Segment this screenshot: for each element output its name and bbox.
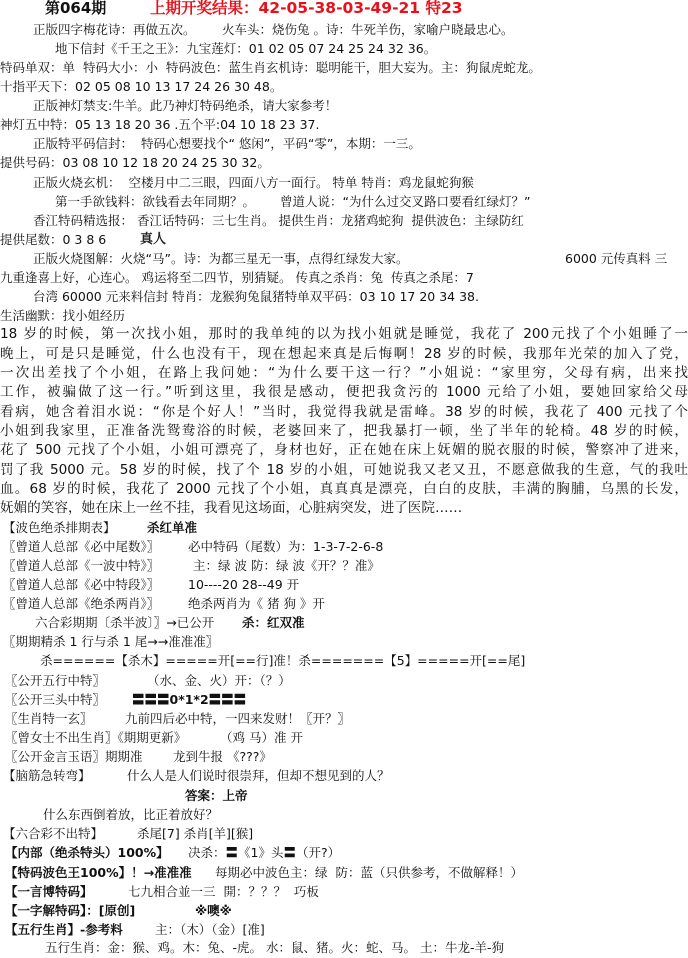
story-line: 小姐到我家里，正准备洗鸳鸯浴的时候，老婆回来了，把我暴打一顿，坐了半年的轮椅。48 岁的时候， — [0, 423, 688, 439]
story-line: 血。68 岁的时候，我花了 2000 元找了个小姐，真真真是漂亮，白白的皮肤，丰满的胸脯，乌黑的长发， — [0, 481, 688, 497]
internal-label: 【内部（绝杀特头）100%】 — [5, 845, 169, 860]
story-line: 花了 500 元找了个小姐，小姐可漂亮了，身材也好，正在她在床上妩媚的脱衣服的时候，警察冲了进来， — [0, 442, 688, 458]
wave-king-label: 【特码波色王100%】！→准准准 — [5, 865, 192, 880]
kill-row-value: 杀======【杀木】=====开[==行]准！杀=======【5】=====开[==尾] — [40, 653, 526, 668]
humor-title: 生活幽默：找小姐经历 — [0, 308, 126, 323]
range-label: 〖曾道人总部《必中特段》〗 — [3, 577, 160, 592]
provided-numbers: 提供号码：03 08 10 12 18 20 24 25 30 32。 — [0, 155, 270, 170]
three-heads-value: 〓〓〓0*1*2〓〓〓 — [132, 692, 247, 707]
wave-king-value: 每期必中波色主：绿 防：蓝（只供参考，不做解释！） — [215, 865, 523, 880]
golden-words-value: 龙到牛报 《???》 — [173, 749, 272, 764]
story-line: 18 岁的时候，第一次找小姐，那时的我单纯的以为找小姐就是睡觉，我花了 200元找了个小姐睡了一 — [0, 326, 688, 342]
ten-fingers-numbers: 十指平天下：02 05 08 10 13 17 24 26 30 48。 — [0, 79, 283, 94]
riddle-label: 【脑筋急转弯】 — [3, 768, 91, 783]
kill-two-value: 绝杀两肖为《 猪 狗 》开 — [188, 596, 325, 611]
lamp-five-numbers: 神灯五中特：05 13 18 20 36 .五个平:04 10 18 23 37. — [0, 117, 320, 132]
fax-kill: 九重逢喜上好，心连心。 鸡运将至二四节，别猜疑。 传真之杀肖：兔 传真之杀尾：7 — [0, 270, 474, 285]
story-line: 看病，她含着泪水说：“你是个好人！”当时，我觉得我就是雷峰。38 岁的时候，我花了 400 元找了个 — [0, 403, 688, 420]
three-heads-label: 〖公开三头中特〗 — [5, 692, 106, 707]
riddle-question: 什么人是人们说时很崇拜，但却不想见到的人？ — [127, 768, 390, 783]
zodiac-value: 九前四后必中特，一四来发财！〖开？〗 — [125, 711, 351, 726]
no-special-value: 杀尾[7] 杀肖[羊][猴] — [137, 826, 254, 841]
half-wave-value: 杀：红双准 — [242, 615, 305, 630]
story-line: 罚了我 5000 元。58 岁的时候，找了个 18 岁的小姐，可她说我又老又丑，不愿意做我的生意，气的我吐 — [0, 461, 688, 478]
golden-words-label: 〖公开金言玉语〗期期准 — [5, 749, 143, 764]
zeng-says: 曾道人说：“为什么过交叉路口要看红绿灯？” — [280, 194, 531, 209]
five-elements-label: 〖公开五行中特〗 — [5, 673, 106, 688]
taiwan-envelope: 台湾 60000 元来料信封 特肖：龙猴狗兔鼠猪特单双平码：03 10 17 20 34 38. — [33, 289, 479, 304]
ms-zeng-value: （鸡 马）准 开 — [220, 730, 303, 745]
story-line: 晚上，可是只是睡觉，什么也没有干，现在想起来真是后悔啊！28 岁的时候，我那年光荣的加入了党， — [0, 345, 688, 362]
wave-table-verdict: 杀红单准 — [147, 520, 198, 535]
riddle-answer: 答案：上帝 — [185, 788, 248, 803]
tail-label: 〖曾道人总部《必中尾数》〗 — [3, 539, 160, 554]
riddle-question-2: 什么东西倒着放，比正着放好？ — [43, 807, 219, 822]
elements-zodiac-list: 五行生肖：金：猴、鸡。木：兔、-虎。 水：鼠、猪。火：蛇、马。 土：牛龙-羊-狗 — [45, 940, 504, 955]
tail-value: 必中特码（尾数）为：1-3-7-2-6-8 — [188, 539, 384, 554]
one-char-label: 【一字解特码】：[原创] — [5, 903, 136, 918]
issue-number: 第064期 — [45, 0, 107, 17]
first-hand-material: 第一手欲钱料：欲钱看去年同期？。 — [55, 194, 256, 209]
kill-two-label: 〖曾道人总部《绝杀两肖》〗 — [3, 596, 160, 611]
story-line: 工作，被骗做了这一行。”听到这里，我很是感动，便把我贪污的 1000 元给了小姐，要她回家给父母 — [0, 384, 688, 400]
elements-zodiac-label: 【五行生肖】-参考料 — [5, 922, 123, 937]
story-line: 一次出差找了个小姐，在路上我问她：“为什么要干这一行？”小姐说：“家里穷，父母有病，出来找 — [0, 365, 688, 381]
provided-tails: 提供尾数：0 3 8 6 — [0, 232, 107, 247]
no-special-label: 【六合彩不出特】 — [3, 826, 104, 841]
ms-zeng-label: 〖曾女士不出生肖〗《期期更新》 — [5, 730, 187, 745]
five-elements-value: （水、金、火）开：（？） — [147, 673, 291, 688]
fax-material: 6000 元传真料 三 — [565, 251, 668, 266]
internal-value: 决杀：〓《1》头〓（开?） — [188, 845, 341, 860]
one-char-value: ※噢※ — [195, 903, 232, 918]
zodiac-label: 〖生肖特一玄〗 — [5, 711, 93, 726]
last-draw-result: 上期开奖结果：42-05-38-03-49-21 特23 — [150, 0, 463, 17]
plum-poem: 正版四字梅花诗：再做五次。 — [33, 22, 196, 37]
wave-label: 〖曾道人总部《一波中特》〗 — [3, 558, 160, 573]
train-head: 火车头：烧伤兔 。诗：牛死羊伤，家喻户晓最忠心。 — [222, 22, 514, 37]
wave-table-title: 【波色绝杀排期表】 — [3, 520, 116, 535]
one-word-label: 【一言博特码】 — [5, 884, 93, 899]
range-value: 10----20 28--49 开 — [188, 577, 300, 592]
hongkong-selection: 香江特码精选报： 香江话特码：三七生肖。 提供生肖：龙猪鸡蛇狗 提供波色：主绿防红 — [33, 213, 524, 228]
envelope-hint: 正版特平码信封： 特码心想要找个“ 悠闲”，平码“零”，本期：一三。 — [33, 136, 421, 151]
stamp-overlay: 真人 — [140, 232, 167, 247]
one-word-value: 七九相合並一三 開：？？？ 巧板 — [128, 884, 319, 899]
story-line: 妩媚的笑容，她在床上一丝不挂，我看见这场面，心脏病突发，进了医院…… — [0, 500, 463, 516]
fire-diagram: 正版火烧图解：火烧“马”。诗：为都三星无一事，点得红绿发大家。 — [33, 251, 409, 266]
half-wave-label: 六合彩期期〔杀半波〕〗→已公开 — [35, 615, 215, 630]
elements-zodiac-value: 主：（木）（金）[准] — [155, 922, 265, 937]
special-code-attributes: 特码单双：单 特码大小：小 特码波色：蓝生肖玄机诗：聪明能干，胆大妄为。主：狗鼠虎蛇龙。 — [0, 60, 541, 75]
kill-row-label: 〖期期精杀 1 行与杀 1 尾→→准准准〗 — [3, 634, 219, 649]
underground-envelope: 地下信封《千王之王》：九宝莲灯：01 02 05 07 24 25 24 32 36。 — [55, 41, 437, 56]
lamp-ban: 正版神灯禁支:牛羊。此乃神灯特码绝杀，请大家参考！ — [33, 98, 338, 113]
fire-mystery: 正版火烧玄机： 空楼月中二三眼，四面八方一面行。 特单 特肖：鸡龙鼠蛇狗猴 — [33, 175, 474, 190]
wave-value: 主：绿 波 防：绿 波《开？？准》 — [193, 558, 380, 573]
